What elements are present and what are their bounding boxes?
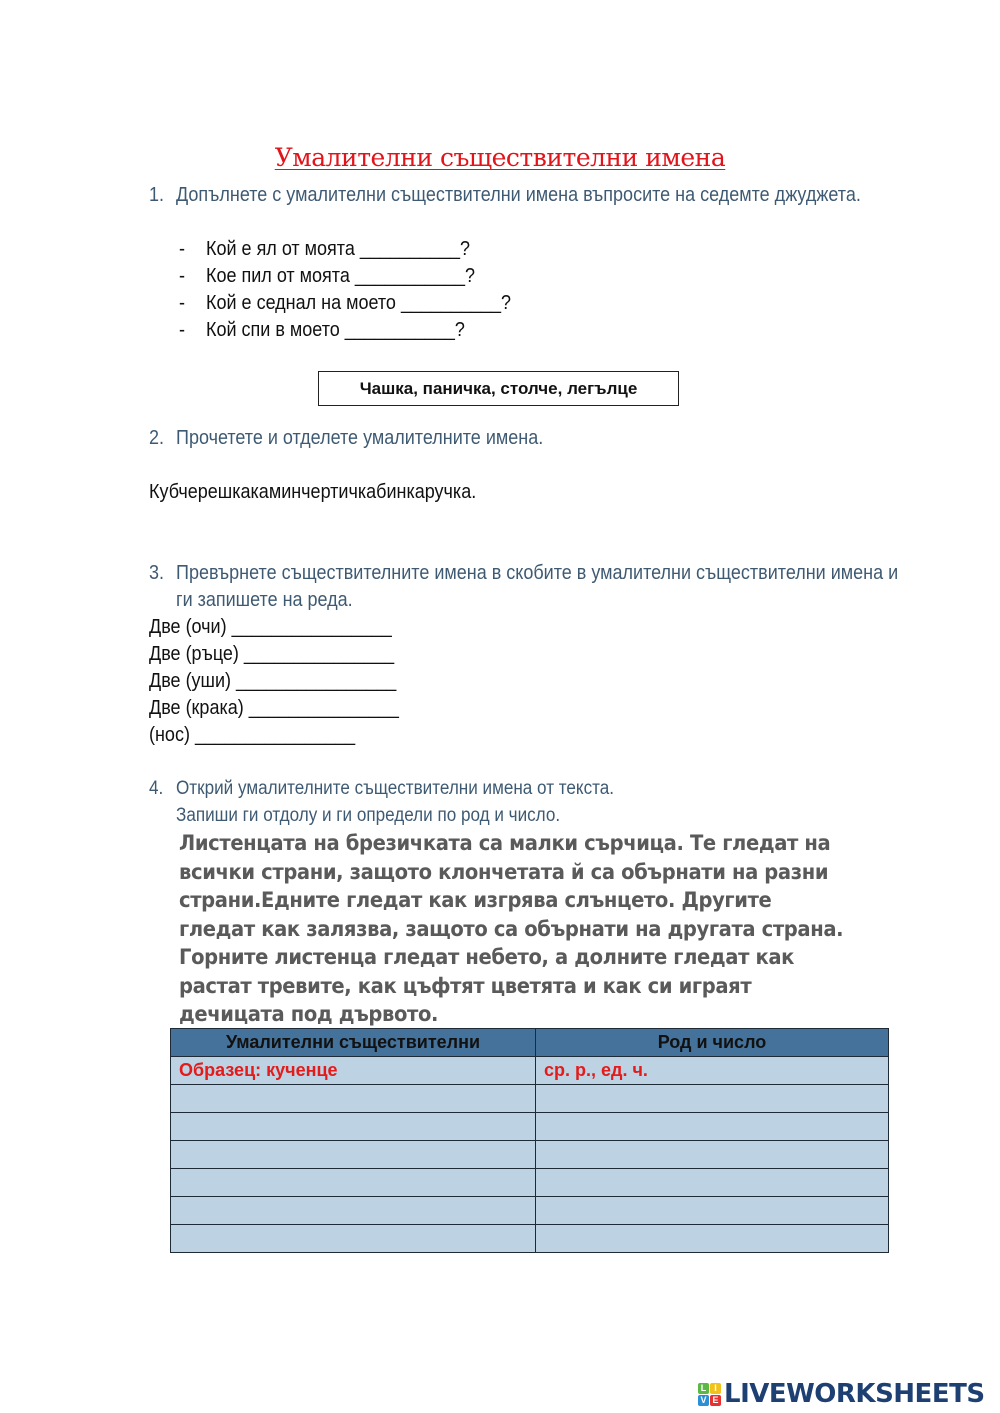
table-row	[171, 1197, 889, 1225]
answer-cell[interactable]	[536, 1197, 889, 1225]
answer-cell[interactable]	[171, 1113, 536, 1141]
question-text: Прочетете и отделете умалителните имена.	[176, 427, 544, 449]
example-cell: ср. р., ед. ч.	[536, 1057, 889, 1085]
answer-cell[interactable]	[171, 1225, 536, 1253]
answer-cell[interactable]	[536, 1113, 889, 1141]
fill-lines	[149, 614, 399, 749]
list-item[interactable]: - Кой спи в моето ___________?	[179, 319, 465, 341]
page-title: Умалителни съществителни имена	[274, 143, 726, 172]
word-string[interactable]: Кубчерешкакаминчертичкабинкаручка.	[149, 481, 477, 503]
answer-table	[170, 1028, 889, 1253]
answer-cell[interactable]	[171, 1169, 536, 1197]
question-subtext: Запиши ги отдолу и ги определи по род и число.	[176, 805, 561, 826]
question-1	[149, 182, 861, 238]
table-row	[171, 1113, 889, 1141]
answer-cell[interactable]	[536, 1225, 889, 1253]
question-4	[149, 775, 851, 831]
question-text: Превърнете съществителните имена в скобите в умалителни съществителни имена и ги запишете на реда.	[176, 562, 899, 611]
liveworksheets-logo[interactable]	[698, 1379, 985, 1409]
bullet-list	[179, 236, 629, 344]
reading-paragraph: Листенцата на брезичката са малки сърчица. Те гледат на всички страни, защото клончетата й са обърнати на разни страни.Едните гледат как изгрява слънцето. Другите гледат как залязва, защото са обърнати на другата страна. Горните листенца гледат небето, а долните гледат как растат тревите, как цъфтят цветята и как си играят дечицата под дървото.	[179, 831, 844, 1026]
question-text: Допълнете с умалителни съществителни имена въпросите на седемте джуджета.	[176, 184, 861, 206]
table-row	[171, 1085, 889, 1113]
answer-cell[interactable]	[171, 1197, 536, 1225]
column-header: Умалителни съществителни	[171, 1029, 536, 1057]
example-cell: Образец: кученце	[171, 1057, 536, 1085]
table-row	[171, 1225, 889, 1253]
question-3	[149, 560, 905, 616]
question-number: 2.	[149, 427, 165, 449]
table-header-row	[171, 1029, 889, 1057]
question-number: 3.	[149, 562, 165, 584]
answer-cell[interactable]	[171, 1141, 536, 1169]
logo-text: LIVEWORKSHEETS	[724, 1379, 985, 1409]
logo-icon: L I V E	[698, 1383, 721, 1406]
table-row-example	[171, 1057, 889, 1085]
table-row	[171, 1141, 889, 1169]
answer-cell[interactable]	[536, 1141, 889, 1169]
list-item[interactable]: - Кое пил от моята ___________?	[179, 265, 476, 287]
word-bank-box: Чашка, паничка, столче, легълце	[318, 371, 679, 406]
fill-line[interactable]: Две (очи) ________________	[149, 616, 392, 638]
question-2	[149, 425, 851, 452]
column-header: Род и число	[536, 1029, 889, 1057]
list-item[interactable]: - Кой е ял от моята __________?	[179, 238, 470, 260]
answer-cell[interactable]	[536, 1169, 889, 1197]
question-number: 1.	[149, 184, 165, 206]
fill-line[interactable]: Две (крака) _______________	[149, 697, 399, 719]
fill-line[interactable]: Две (ръце) _______________	[149, 643, 395, 665]
answer-cell[interactable]	[536, 1085, 889, 1113]
answer-cell[interactable]	[171, 1085, 536, 1113]
fill-line[interactable]: (нос) ________________	[149, 724, 356, 746]
question-number: 4.	[149, 778, 164, 799]
list-item[interactable]: - Кой е седнал на моето __________?	[179, 292, 512, 314]
table-row	[171, 1169, 889, 1197]
fill-line[interactable]: Две (уши) ________________	[149, 670, 397, 692]
question-text: Открий умалителните съществителни имена от текста.	[176, 778, 615, 799]
